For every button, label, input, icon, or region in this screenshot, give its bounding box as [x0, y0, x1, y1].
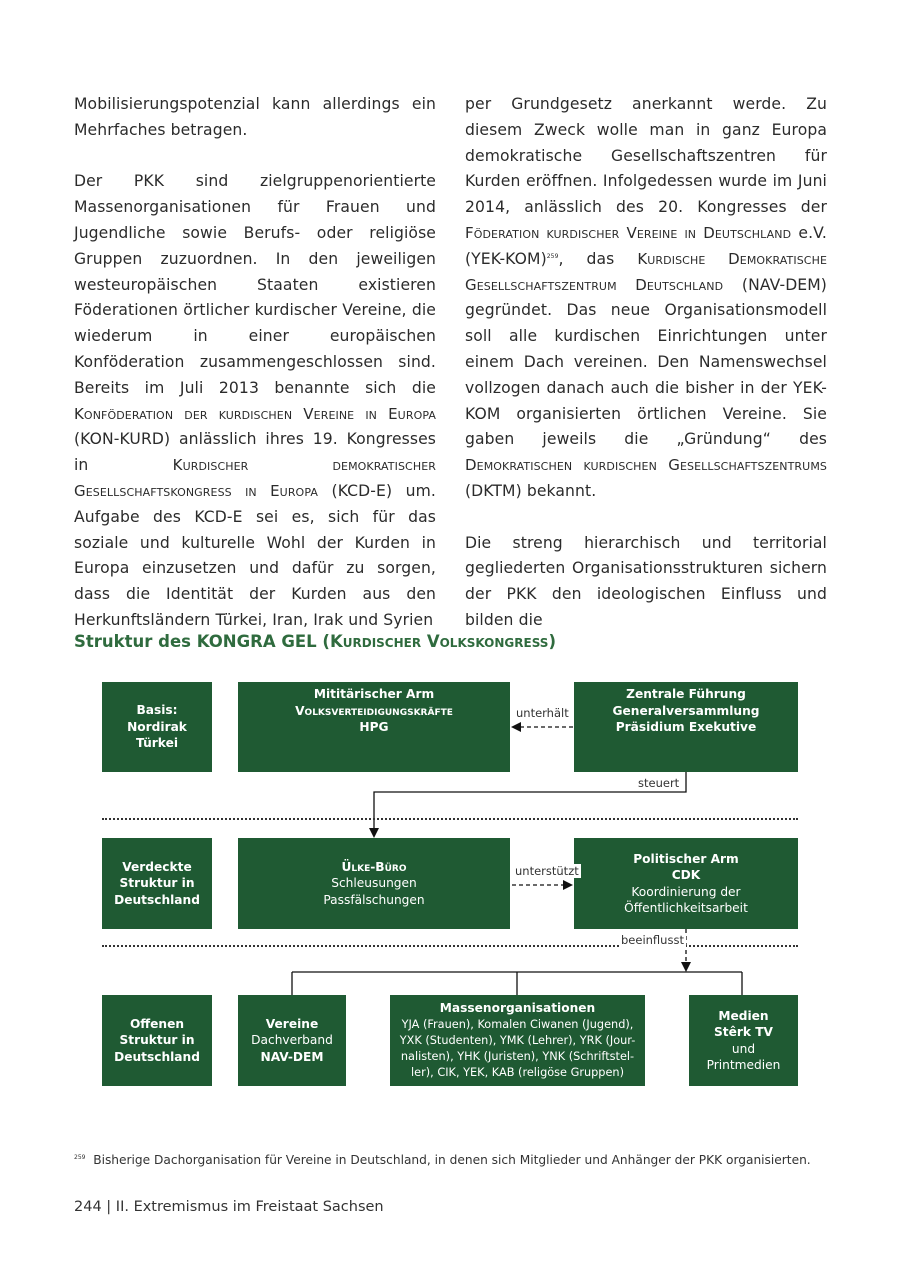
paragraph-text: (DKTM) bekannt. — [465, 481, 597, 500]
paragraph-text: (KCD-E) um. Aufgabe des KCD-E sei es, sich für das soziale und kulturelle Wohl der Kurden in Europa einzusetzen und dafür zu sorgen, dass die Identität der Kurden aus den Herkunftsländern Türkei, Iran, Irak und Syrien — [74, 481, 436, 629]
footer-separator: | — [106, 1199, 112, 1215]
paragraph-text: Mobilisierungspotenzial kann allerdings ein Mehrfaches betragen. — [74, 95, 436, 139]
paragraph-text: Der PKK sind zielgruppenorientierte Massenorganisationen für Frauen und Jugendliche sowie Berufs- oder religiöse Gruppen zuzuordnen. In den jeweiligen westeuropäischen Staaten existieren Föderationen örtlicher kurdischer Vereine, die wiederum in einer europäischen Konföderation zusammengeschlossen sind. Bereits im Juli 2013 benannte sich die — [74, 172, 436, 397]
organisation-name: Föderation kurdischer Vereine in Deutschland — [465, 223, 792, 242]
label-unterhaelt: unterhält — [516, 706, 569, 720]
paragraph-text: , das — [558, 249, 615, 268]
label-beeinflusst: beeinflusst — [621, 933, 684, 947]
level-divider — [102, 945, 798, 947]
paragraph-text: Die streng hierarchisch und territorial gegliederten Organisationsstrukturen sichern der PKK den ideologischen Einfluss und bilden die — [465, 533, 827, 629]
organisation-name: Konföderation der kurdischen Vereine in Europa — [74, 404, 436, 423]
footnote-ref: 259 — [546, 252, 559, 260]
central-leadership-box: Zentrale Führung Generalversammlung Präsidium Exekutive — [574, 682, 798, 772]
footnote-number: 259 — [74, 1154, 86, 1161]
paragraph-text: (KON-KURD) anlässlich ihres 19. Kongresses in — [74, 430, 436, 475]
page-footer — [74, 1199, 384, 1215]
label-steuert: steuert — [638, 776, 680, 790]
organisation-name: Kurdischer demokratischer Gesellschaftskongress in Europa — [74, 456, 437, 500]
footnote-text: Bisherige Dachorganisation für Vereine in Deutschland, in denen sich Mitglieder und Anhänger der PKK organisierten. — [93, 1153, 811, 1167]
political-arm-box: Politischer Arm CDK Koordinierung der Öffentlichkeitsarbeit — [574, 838, 798, 929]
military-arm-box: Mititärischer Arm Volksverteidigungskräfte HPG — [238, 682, 510, 772]
paragraph-text: per Grundgesetz anerkannt werde. Zu diesem Zweck wolle man in ganz Europa demokratische Gesellschaftszentren für Kurden eröffnen. Infolgedessen wurde im Juni 2014, anlässlich des 20. Kongresses der — [465, 95, 827, 217]
open-structure-box: Offenen Struktur in Deutschland — [102, 995, 212, 1086]
footnote — [74, 1153, 811, 1167]
hidden-structure-box: Verdeckte Struktur in Deutschland — [102, 838, 212, 929]
paragraph-text: (NAV-DEM) gegründet. Das neue Organisationsmodell soll alle kurdischen Einrichtungen unter einem Dach vereinen. Den Namenswechsel vollzogen danach auch die bisher in der YEK-KOM organisierten örtlichen Vereine. Sie gaben jeweils die „Gründung“ des — [465, 275, 827, 449]
level-divider — [102, 818, 798, 820]
media-box: Medien Stêrk TV und Printmedien — [689, 995, 798, 1086]
basis-box: Basis: Nordirak Türkei — [102, 682, 212, 772]
organisation-name: Demokratischen kurdischen Gesellschaftszentrums — [465, 456, 827, 475]
vereine-box: Vereine Dachverband NAV-DEM — [238, 995, 346, 1086]
chart-title: Struktur des KONGRA GEL (Kurdischer Volkskongress) — [74, 632, 556, 651]
label-unterstuetzt: unterstützt — [515, 864, 579, 878]
organisation-name: Kurdische Demokratische Gesellschaftszentrum Deutschland — [465, 249, 827, 294]
paragraph-text: e.V. (YEK-KOM) — [465, 223, 827, 268]
section-title: II. Extremismus im Freistaat Sachsen — [115, 1199, 384, 1215]
uelke-buero-box: Ülke-Büro Schleusungen Passfälschungen — [238, 838, 510, 929]
page-number: 244 — [74, 1199, 102, 1215]
mass-organisations-box: Massenorganisationen YJA (Frauen), Komalen Ciwanen (Jugend), YXK (Studenten), YMK (Lehrer), YRK (Jour- nalisten), YHK (Juristen), YNK (Schriftstel- ler), CIK, YEK, KAB (religöse Gruppen) — [390, 995, 645, 1086]
